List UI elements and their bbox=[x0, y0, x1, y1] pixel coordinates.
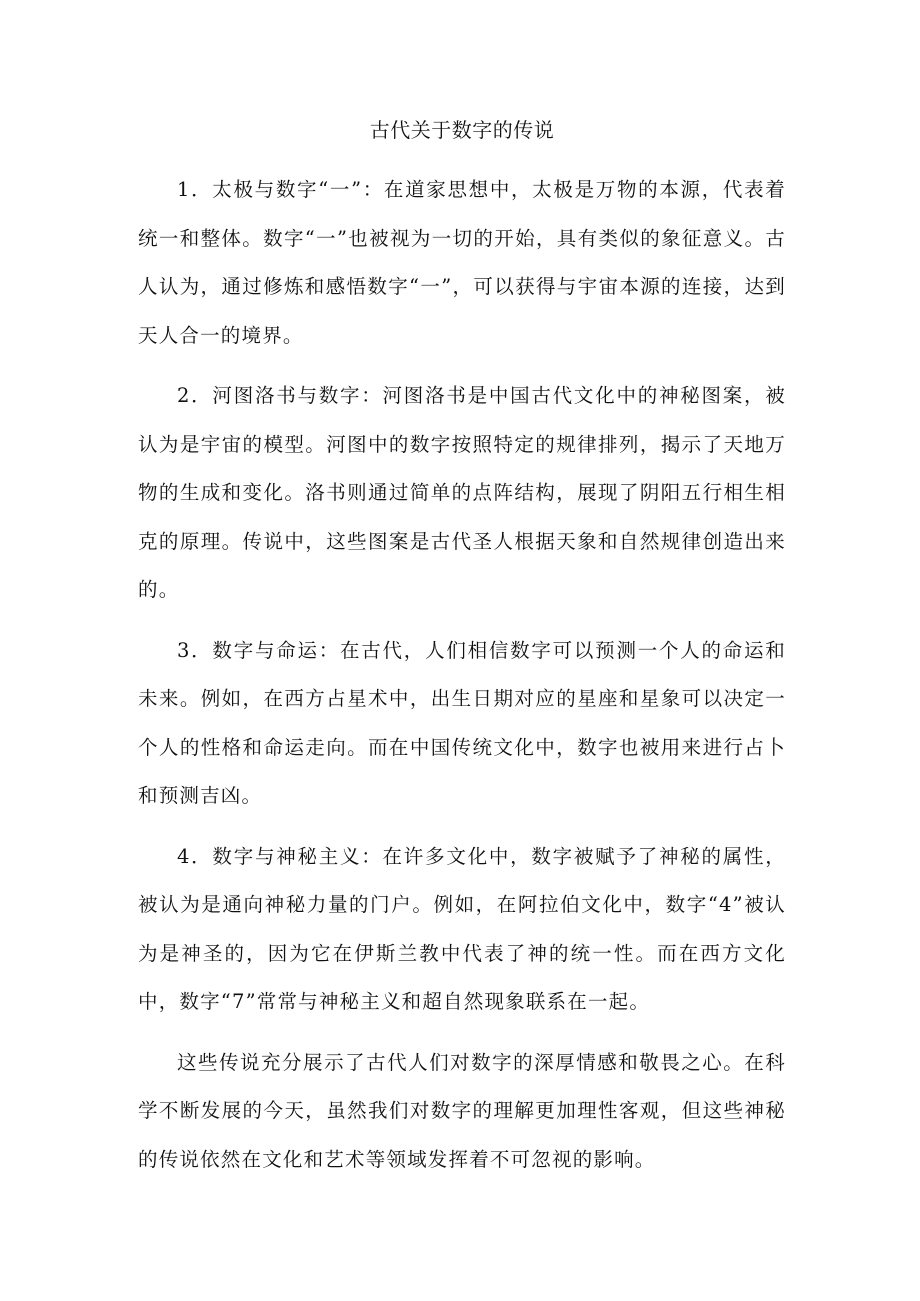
document-title: 古代关于数字的传说 bbox=[369, 118, 555, 142]
paragraph-mysticism: 4．数字与神秘主义：在许多文化中，数字被赋予了神秘的属性，被认为是通向神秘力量的门户。例如，在阿拉伯文化中，数字“4”被认为是神圣的，因为它在伊斯兰教中代表了神的统一性。而在西方文化中，数字“7”常常与神秘主义和超自然现象联系在一起。 bbox=[138, 844, 786, 1013]
paragraph-conclusion: 这些传说充分展示了古代人们对数字的深厚情感和敬畏之心。在科学不断发展的今天，虽然我们对数字的理解更加理性客观，但这些神秘的传说依然在文化和艺术等领域发挥着不可忽视的影响。 bbox=[138, 1050, 786, 1171]
paragraph-fate: 3．数字与命运：在古代，人们相信数字可以预测一个人的命运和未来。例如，在西方占星术中，出生日期对应的星座和星象可以决定一个人的性格和命运走向。而在中国传统文化中，数字也被用来进行占卜和预测吉凶。 bbox=[138, 638, 786, 807]
paragraph-hetu-luoshu: 2．河图洛书与数字：河图洛书是中国古代文化中的神秘图案，被认为是宇宙的模型。河图中的数字按照特定的规律排列，揭示了天地万物的生成和变化。洛书则通过简单的点阵结构，展现了阴阳五行相生相克的原理。传说中，这些图案是古代圣人根据天象和自然规律创造出来的。 bbox=[138, 384, 786, 601]
paragraph-taiji: 1．太极与数字“一”：在道家思想中，太极是万物的本源，代表着统一和整体。数字“一”也被视为一切的开始，具有类似的象征意义。古人认为，通过修炼和感悟数字“一”，可以获得与宇宙本源的连接，达到天人合一的境界。 bbox=[138, 178, 786, 347]
